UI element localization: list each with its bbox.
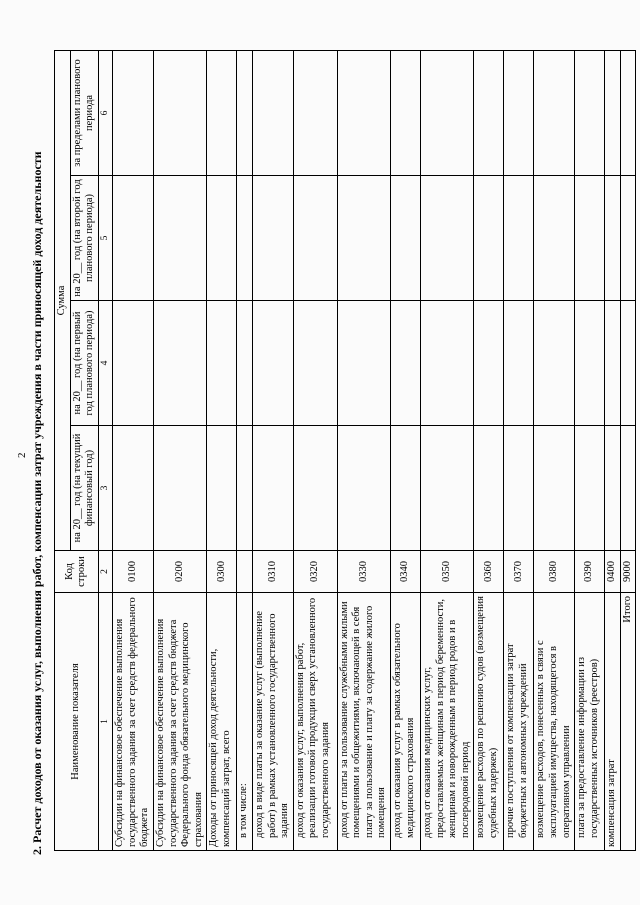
value-cell: [207, 50, 237, 175]
page-number: 2: [16, 452, 28, 458]
value-cell: [620, 176, 636, 301]
row-name: доход от платы за пользование служебными жилыми помещениями и общежитиями, включающей в себя плату за пользование и плату за содержание жилого помещения: [337, 593, 390, 851]
value-cell: [153, 176, 206, 301]
value-cell: [207, 176, 237, 301]
row-code: 0310: [252, 551, 293, 593]
value-cell: [575, 301, 605, 426]
value-cell: [534, 176, 575, 301]
row-name: в том числе:: [237, 593, 253, 851]
row-name: возмещение расходов, понесенных в связи с эксплуатацией имущества, находящегося в оперативном управлении: [534, 593, 575, 851]
row-code: 0370: [504, 551, 534, 593]
table-row: [534, 50, 575, 850]
value-cell: [153, 301, 206, 426]
value-cell: [252, 426, 293, 551]
value-cell: [620, 426, 636, 551]
value-cell: [237, 50, 253, 175]
table-row: [504, 50, 534, 850]
table-row: [113, 50, 154, 850]
total-row: [620, 50, 636, 850]
value-cell: [421, 426, 474, 551]
row-code: 0380: [534, 551, 575, 593]
total-label: Итого: [620, 593, 636, 851]
column-number: 3: [98, 426, 112, 551]
value-cell: [153, 50, 206, 175]
value-cell: [252, 301, 293, 426]
value-cell: [293, 426, 337, 551]
value-cell: [605, 426, 621, 551]
table-row: [474, 50, 504, 850]
column-number: 5: [98, 176, 112, 301]
table-row: [293, 50, 337, 850]
value-cell: [391, 301, 421, 426]
row-code: 0200: [153, 551, 206, 593]
value-cell: [421, 50, 474, 175]
header-second-plan-year: на 20__ год (на второй год планового периода): [70, 176, 98, 301]
value-cell: [421, 301, 474, 426]
value-cell: [504, 50, 534, 175]
row-name: возмещение расходов по решению судов (возмещения судебных издержек): [474, 593, 504, 851]
value-cell: [252, 176, 293, 301]
total-code: 9000: [620, 551, 636, 593]
value-cell: [207, 301, 237, 426]
header-beyond-plan: за пределами планового периода: [70, 50, 98, 175]
row-name: доход от оказания услуг, выполнения работ, реализации готовой продукции сверх установленного государственного задания: [293, 593, 337, 851]
row-code: [237, 551, 253, 593]
row-code: 0320: [293, 551, 337, 593]
value-cell: [534, 426, 575, 551]
column-number: 4: [98, 301, 112, 426]
value-cell: [474, 301, 504, 426]
row-code: 0330: [337, 551, 390, 593]
row-name: компенсация затрат: [605, 593, 621, 851]
column-number: 2: [98, 551, 112, 593]
value-cell: [605, 301, 621, 426]
row-code: 0400: [605, 551, 621, 593]
row-name: доход от оказания услуг в рамках обязательного медицинского страхования: [391, 593, 421, 851]
value-cell: [474, 426, 504, 551]
row-code: 0350: [421, 551, 474, 593]
table-row: [252, 50, 293, 850]
row-name: Доходы от приносящей доход деятельности, компенсаций затрат, всего: [207, 593, 237, 851]
header-indicator: Наименование показателя: [55, 593, 99, 851]
value-cell: [575, 426, 605, 551]
value-cell: [421, 176, 474, 301]
table-row: [391, 50, 421, 850]
value-cell: [534, 50, 575, 175]
value-cell: [113, 426, 154, 551]
table-row: [153, 50, 206, 850]
row-name: доход от оказания медицинских услуг, предоставляемых женщинам в период беременности, женщинам и новорожденным в период родов и в послеродовой период: [421, 593, 474, 851]
value-cell: [391, 176, 421, 301]
value-cell: [252, 50, 293, 175]
table-row: [575, 50, 605, 850]
header-first-plan-year: на 20__ год (на первый год планового периода): [70, 301, 98, 426]
table-row: [207, 50, 237, 850]
value-cell: [207, 426, 237, 551]
value-cell: [293, 50, 337, 175]
row-code: 0360: [474, 551, 504, 593]
value-cell: [605, 176, 621, 301]
row-name: Субсидии на финансовое обеспечение выполнения государственного задания за счет средств федерального бюджета: [113, 593, 154, 851]
table-row: [605, 50, 621, 850]
value-cell: [605, 50, 621, 175]
value-cell: [534, 301, 575, 426]
value-cell: [237, 426, 253, 551]
row-code: 0340: [391, 551, 421, 593]
value-cell: [113, 176, 154, 301]
row-name: доход в виде платы за оказание услуг (выполнение работ) в рамках установленного государственного задания: [252, 593, 293, 851]
value-cell: [337, 301, 390, 426]
section-title: 2. Расчет доходов от оказания услуг, выполнения работ, компенсации затрат учреждения в части приносящей доход деятельности: [30, 151, 44, 855]
row-code: 0390: [575, 551, 605, 593]
value-cell: [575, 176, 605, 301]
value-cell: [474, 50, 504, 175]
table-row: [337, 50, 390, 850]
value-cell: [293, 301, 337, 426]
value-cell: [293, 176, 337, 301]
value-cell: [620, 301, 636, 426]
header-sum: Сумма: [55, 50, 71, 550]
table-row: [237, 50, 253, 850]
value-cell: [504, 301, 534, 426]
column-number: 1: [98, 593, 112, 851]
value-cell: [474, 176, 504, 301]
value-cell: [620, 50, 636, 175]
header-current-year: на 20__ год (на текущий финансовый год): [70, 426, 98, 551]
value-cell: [237, 301, 253, 426]
row-code: 0100: [113, 551, 154, 593]
value-cell: [237, 176, 253, 301]
column-number: 6: [98, 50, 112, 175]
value-cell: [113, 50, 154, 175]
row-name: плата за предоставление информации из государственных источников (реестров): [575, 593, 605, 851]
row-name: прочие поступления от компенсации затрат бюджетных и автономных учреждений: [504, 593, 534, 851]
value-cell: [391, 426, 421, 551]
value-cell: [504, 426, 534, 551]
value-cell: [113, 301, 154, 426]
value-cell: [337, 50, 390, 175]
table-row: [421, 50, 474, 850]
value-cell: [504, 176, 534, 301]
column-number-row: [98, 50, 112, 850]
value-cell: [337, 426, 390, 551]
value-cell: [337, 176, 390, 301]
row-name: Субсидии на финансовое обеспечение выполнения государственного задания за счет средств бюджета Федерального фонда обязательного медицинского страхования: [153, 593, 206, 851]
value-cell: [575, 50, 605, 175]
value-cell: [153, 426, 206, 551]
income-calculation-table: [54, 50, 636, 851]
row-code: 0300: [207, 551, 237, 593]
header-code: Код строки: [55, 551, 99, 593]
value-cell: [391, 50, 421, 175]
